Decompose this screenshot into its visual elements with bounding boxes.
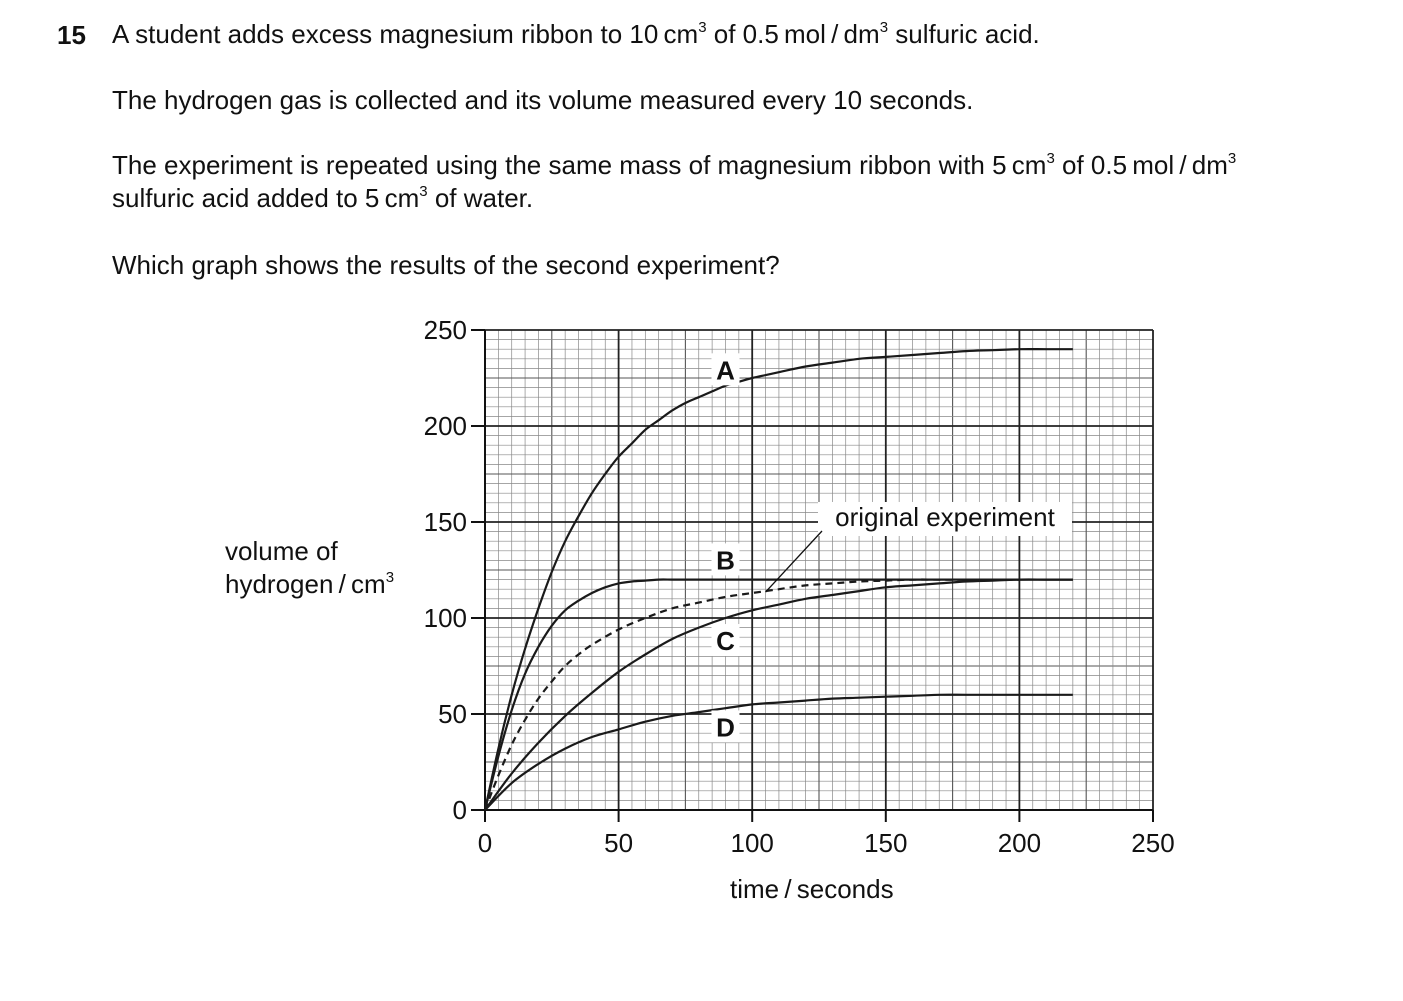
superscript: 3 (385, 569, 395, 586)
x-tick-label: 50 (604, 828, 634, 858)
y-tick-label: 50 (438, 699, 467, 729)
line3-part-b: of 0.5 mol / dm (1054, 150, 1228, 180)
question-number: 15 (57, 20, 86, 50)
y-tick-label: 250 (423, 315, 467, 345)
annotation-leader (766, 531, 822, 592)
x-tick-label: 250 (1131, 828, 1175, 858)
y-tick-label: 150 (423, 507, 467, 537)
grid-minor (485, 330, 1153, 810)
x-axis-label: time / seconds (730, 874, 894, 904)
y-tick-label: 200 (423, 411, 467, 441)
curve-label-b: B (716, 545, 735, 576)
line1-part-a: A student adds excess magnesium ribbon to 10 cm (112, 19, 699, 49)
x-tick-label: 150 (864, 828, 908, 858)
line4-part-b: of water. (427, 183, 534, 213)
y-tick-label: 100 (423, 603, 467, 633)
x-tick-label: 100 (730, 828, 774, 858)
superscript: 3 (698, 19, 707, 36)
question-line-5: Which graph shows the results of the second experiment? (112, 250, 780, 280)
x-tick-label: 200 (997, 828, 1042, 858)
curve-label-c: C (716, 626, 735, 657)
y-axis-label-line2: hydrogen / cm (225, 569, 386, 599)
line1-part-b: of 0.5 mol / dm (706, 19, 880, 49)
superscript: 3 (879, 19, 889, 36)
ticks (424, 315, 1175, 858)
line3-part-a: The experiment is repeated using the same mass of magnesium ribbon with 5 cm (112, 150, 1047, 180)
curve-label-d: D (716, 712, 735, 743)
superscript: 3 (1227, 150, 1237, 167)
y-axis-label-line1: volume of (225, 536, 338, 566)
curve-label-a: A (716, 355, 735, 386)
question-line-2: The hydrogen gas is collected and its volume measured every 10 seconds. (112, 85, 974, 115)
x-tick-label: 0 (477, 828, 493, 858)
y-tick-label: 0 (452, 795, 467, 825)
superscript: 3 (419, 183, 428, 200)
annotation-text: original experiment (835, 502, 1055, 532)
line1-part-c: sulfuric acid. (888, 19, 1040, 49)
line4-part-a: sulfuric acid added to 5 cm (112, 183, 420, 213)
superscript: 3 (1046, 150, 1055, 167)
